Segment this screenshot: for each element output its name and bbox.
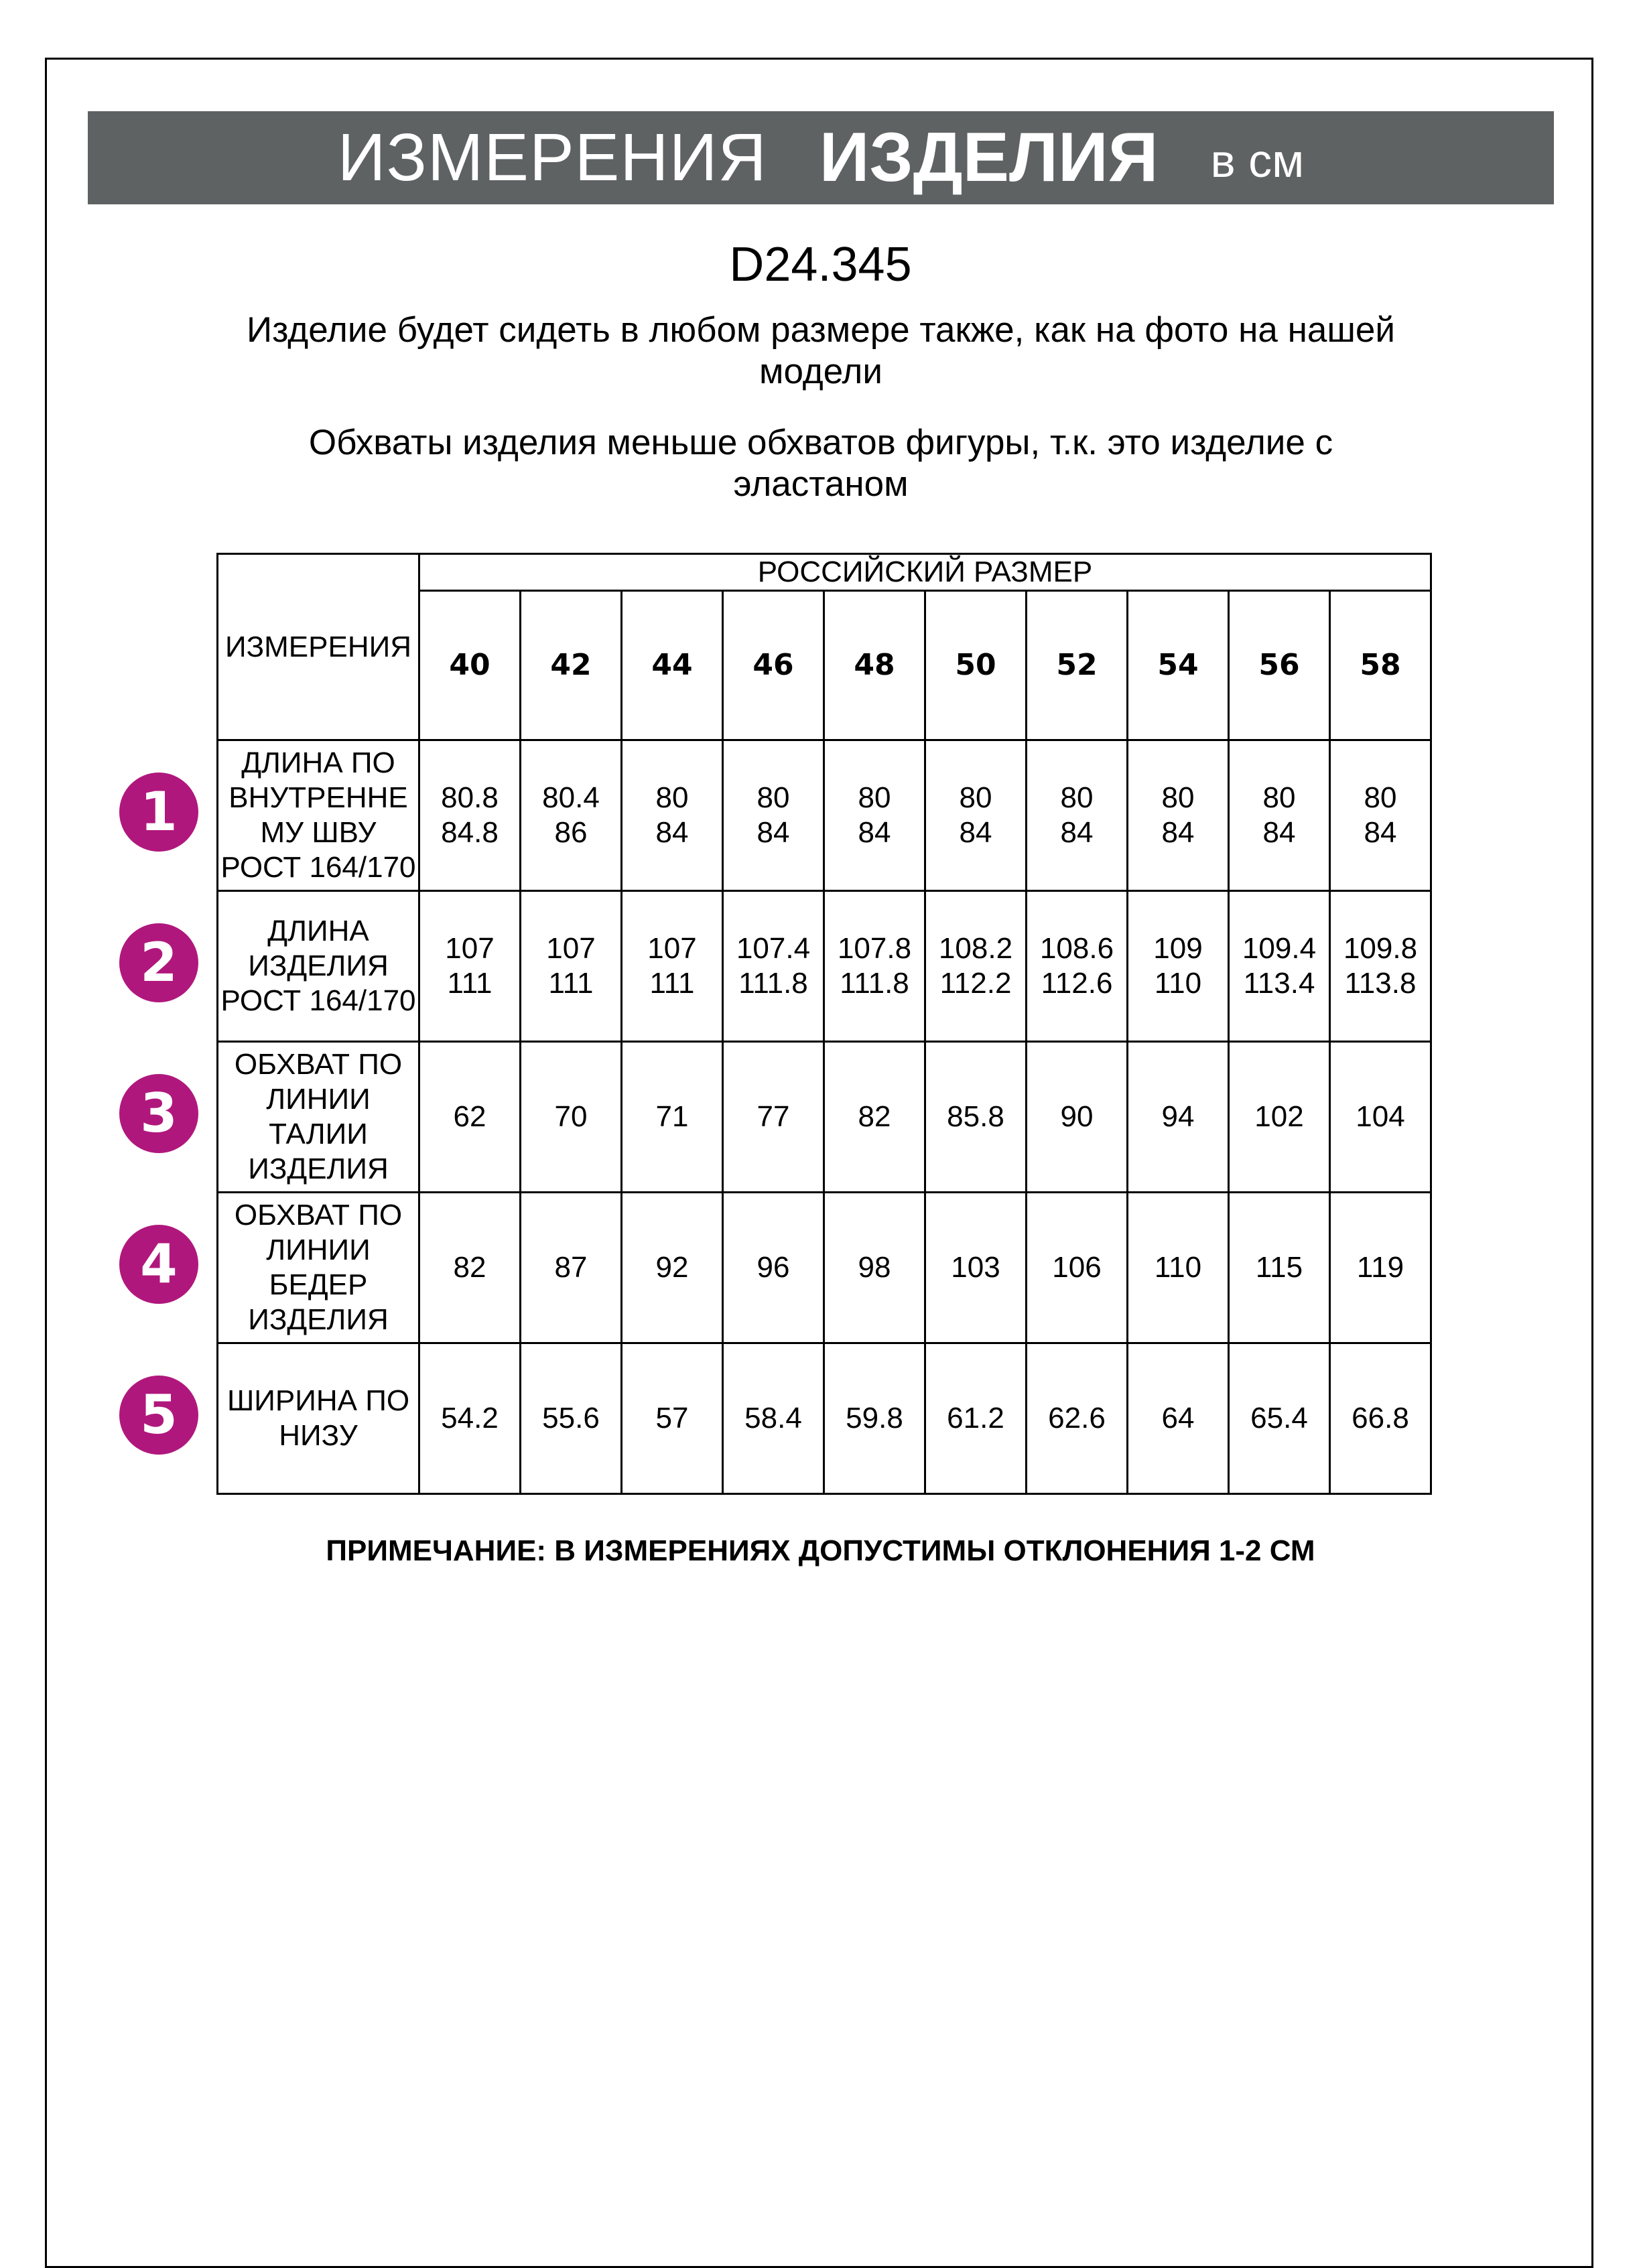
size-header-cell: 52 xyxy=(1027,591,1128,740)
value-cell: 57 xyxy=(622,1343,723,1494)
table-row xyxy=(218,740,1431,891)
row-number-badge: 2 xyxy=(119,923,198,1002)
row-label: ДЛИНА ИЗДЕЛИЯ РОСТ 164/170 xyxy=(218,891,419,1042)
value-cell: 107 111 xyxy=(521,891,622,1042)
row-label: ОБХВАТ ПО ЛИНИИ ТАЛИИ ИЗДЕЛИЯ xyxy=(218,1042,419,1193)
value-cell: 70 xyxy=(521,1042,622,1193)
value-cell: 54.2 xyxy=(419,1343,521,1494)
size-header-cell: 40 xyxy=(419,591,521,740)
value-cell: 103 xyxy=(925,1193,1027,1343)
value-cell: 82 xyxy=(419,1193,521,1343)
size-header-cell: 42 xyxy=(521,591,622,740)
title-regular: ИЗМЕРЕНИЯ xyxy=(337,120,767,195)
value-cell: 61.2 xyxy=(925,1343,1027,1494)
size-header-cell: 56 xyxy=(1229,591,1330,740)
value-cell: 80 84 xyxy=(622,740,723,891)
value-cell: 107 111 xyxy=(419,891,521,1042)
value-cell: 119 xyxy=(1330,1193,1431,1343)
size-header-cell: 48 xyxy=(824,591,925,740)
size-header-cell: 54 xyxy=(1128,591,1229,740)
row-label: ОБХВАТ ПО ЛИНИИ БЕДЕР ИЗДЕЛИЯ xyxy=(218,1193,419,1343)
value-cell: 77 xyxy=(723,1042,824,1193)
size-header-cell: 46 xyxy=(723,591,824,740)
row-number-badge: 1 xyxy=(119,773,198,852)
value-cell: 108.6 112.6 xyxy=(1027,891,1128,1042)
row-number-badge: 3 xyxy=(119,1074,198,1153)
value-cell: 92 xyxy=(622,1193,723,1343)
title-banner xyxy=(88,111,1554,204)
value-cell: 80 84 xyxy=(1027,740,1128,891)
value-cell: 108.2 112.2 xyxy=(925,891,1027,1042)
value-cell: 80 84 xyxy=(925,740,1027,891)
size-header-cell: 50 xyxy=(925,591,1027,740)
value-cell: 107 111 xyxy=(622,891,723,1042)
value-cell: 96 xyxy=(723,1193,824,1343)
value-cell: 109.8 113.8 xyxy=(1330,891,1431,1042)
value-cell: 109.4 113.4 xyxy=(1229,891,1330,1042)
value-cell: 80 84 xyxy=(1229,740,1330,891)
title-units: в см xyxy=(1210,134,1305,187)
value-cell: 106 xyxy=(1027,1193,1128,1343)
value-cell: 110 xyxy=(1128,1193,1229,1343)
row-label: ДЛИНА ПО ВНУТРЕННЕ МУ ШВУ РОСТ 164/170 xyxy=(218,740,419,891)
table-row xyxy=(218,891,1431,1042)
value-cell: 82 xyxy=(824,1042,925,1193)
value-cell: 104 xyxy=(1330,1042,1431,1193)
value-cell: 109 110 xyxy=(1128,891,1229,1042)
row-number-badge: 5 xyxy=(119,1376,198,1455)
value-cell: 71 xyxy=(622,1042,723,1193)
table-row xyxy=(218,1042,1431,1193)
value-cell: 80.8 84.8 xyxy=(419,740,521,891)
value-cell: 66.8 xyxy=(1330,1343,1431,1494)
measurements-header: ИЗМЕРЕНИЯ xyxy=(218,554,419,740)
size-table xyxy=(216,553,1432,1495)
value-cell: 55.6 xyxy=(521,1343,622,1494)
value-cell: 80.4 86 xyxy=(521,740,622,891)
model-code: D24.345 xyxy=(729,238,912,291)
value-cell: 115 xyxy=(1229,1193,1330,1343)
size-header-cell: 44 xyxy=(622,591,723,740)
value-cell: 98 xyxy=(824,1193,925,1343)
value-cell: 80 84 xyxy=(723,740,824,891)
footnote: ПРИМЕЧАНИЕ: В ИЗМЕРЕНИЯХ ДОПУСТИМЫ ОТКЛОНЕНИЯ 1-2 СМ xyxy=(326,1534,1315,1567)
value-cell: 107.4 111.8 xyxy=(723,891,824,1042)
fit-note: Изделие будет сидеть в любом размере также, как на фото на нашей модели xyxy=(247,310,1395,391)
value-cell: 64 xyxy=(1128,1343,1229,1494)
value-cell: 102 xyxy=(1229,1042,1330,1193)
size-group-header: РОССИЙСКИЙ РАЗМЕР xyxy=(419,554,1431,591)
value-cell: 59.8 xyxy=(824,1343,925,1494)
row-number-badge: 4 xyxy=(119,1225,198,1304)
value-cell: 58.4 xyxy=(723,1343,824,1494)
value-cell: 62.6 xyxy=(1027,1343,1128,1494)
value-cell: 80 84 xyxy=(1128,740,1229,891)
value-cell: 85.8 xyxy=(925,1042,1027,1193)
value-cell: 62 xyxy=(419,1042,521,1193)
value-cell: 80 84 xyxy=(1330,740,1431,891)
row-label: ШИРИНА ПО НИЗУ xyxy=(218,1343,419,1494)
size-header-cell: 58 xyxy=(1330,591,1431,740)
girth-note: Обхваты изделия меньше обхватов фигуры, т.к. это изделие с эластаном xyxy=(308,423,1333,504)
value-cell: 87 xyxy=(521,1193,622,1343)
value-cell: 94 xyxy=(1128,1042,1229,1193)
table-row xyxy=(218,1193,1431,1343)
value-cell: 65.4 xyxy=(1229,1343,1330,1494)
value-cell: 90 xyxy=(1027,1042,1128,1193)
table-row xyxy=(218,1343,1431,1494)
value-cell: 80 84 xyxy=(824,740,925,891)
title-bold: ИЗДЕЛИЯ xyxy=(819,119,1159,196)
value-cell: 107.8 111.8 xyxy=(824,891,925,1042)
